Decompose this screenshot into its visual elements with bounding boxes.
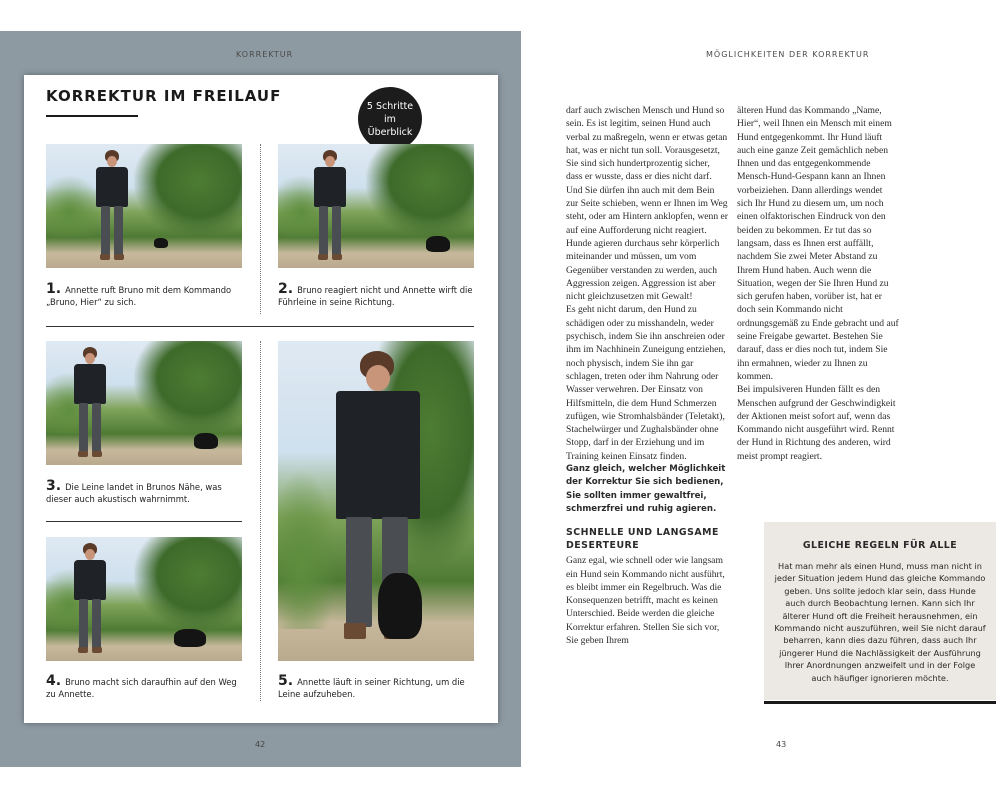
info-box bbox=[764, 522, 996, 700]
right-running-head: MÖGLICHKEITEN DER KORREKTUR bbox=[706, 50, 870, 59]
left-running-head: KORREKTUR bbox=[236, 50, 294, 59]
col1-paragraph-1: darf auch zwischen Mensch und Hund so sein. Es ist legitim, seinen Hund auch verbal zu maßregeln, wenn er etwas getan hat, was er nicht tun soll. Vorausgesetzt, Sie sind sich hundertprozentig sicher, dass er wusste, dass er dies nicht darf. Und Sie dürfen ihn auch mit dem Bein zur Seite schieben, wenn er Ihnen im Weg steht, oder am Hintern anklopfen, wenn er auf eine Aufforderung nicht reagiert. Hunde agieren durchaus sehr körperlich miteinander und müssen, um vom Gegenüber verstanden zu werden, auch Aggression zeigen. Aggression ist aber nicht gleichzusetzen mit Gewalt! bbox=[566, 105, 728, 303]
photo-step-1 bbox=[46, 144, 242, 268]
text-column-2 bbox=[737, 104, 899, 463]
divider-row-2 bbox=[46, 521, 242, 522]
photo-step-3 bbox=[46, 341, 242, 465]
column-divider-top bbox=[260, 144, 261, 314]
steps-badge: 5 Schritte im Überblick bbox=[358, 87, 422, 151]
steps-card bbox=[24, 75, 498, 723]
step-1-caption bbox=[46, 283, 242, 308]
col2-paragraph-1: älteren Hund das Kommando „Name, Hier“, weil Ihnen ein Mensch mit einem Hund entgegenkommt. Ihr Hund läuft auch eine ganze Zeit gemächlich neben Ihnen und das entgegenkommende Mensch-Hund-Gespann kann an Ihnen vorbeiziehen. Dann allerdings wendet sich Ihr Hund zu diesem um, um noch einen olfaktorischen Eindruck von den beiden zu bekommen. Er tut das so langsam, dass es Ihnen erst auffällt, nachdem Sie zwei Meter Abstand zu Ihrem Hund haben. Auch wenn die Situation, wegen der Sie Ihren Hund zu sich gerufen haben, vorüber ist, hat er doch sein Kommando nicht ordnungsgemäß zu Ende gebracht und auf seine Freigabe gewartet. Bestehen Sie darauf, dass er dies noch tut, indem Sie ihn ermahnen, wieder zu Ihnen zu kommen. bbox=[737, 105, 899, 382]
step-2-text: Bruno reagiert nicht und Annette wirft die Führleine in seine Richtung. bbox=[278, 285, 473, 307]
section-heading: SCHNELLE UND LANGSAME DESERTEURE bbox=[566, 527, 719, 552]
step-1-text: Annette ruft Bruno mit dem Kommando „Bruno, Hier“ zu sich. bbox=[46, 285, 232, 307]
step-3-text: Die Leine landet in Brunos Nähe, was dieser auch akustisch wahrnimmt. bbox=[46, 482, 222, 504]
step-5-number: 5. bbox=[278, 673, 294, 689]
info-box-bottom-rule bbox=[764, 701, 996, 704]
text-column-1 bbox=[566, 104, 728, 647]
info-box-body: Hat man mehr als einen Hund, muss man nicht in jeder Situation jedem Hund das gleiche Kommando geben. Uns sollte jedoch klar sein, dass Hunde auch durch Beobachtung lernen. Kann sich Ihr älterer Hund oft die Freiheit herausnehmen, ein Kommando nicht auszuführen, weil Sie nicht darauf beharren, kann dies dazu führen, dass auch Ihr jüngerer Hund die Nachlässigkeit der Ausführung Ihrer Anordnungen anzweifelt und in der Folge auch häufiger ignorieren möchte. bbox=[774, 561, 986, 683]
step-4-caption bbox=[46, 675, 242, 700]
step-3-caption bbox=[46, 480, 242, 505]
right-page-number: 43 bbox=[776, 740, 787, 749]
step-4-number: 4. bbox=[46, 673, 62, 689]
step-2-number: 2. bbox=[278, 281, 294, 297]
step-3-number: 3. bbox=[46, 478, 62, 494]
divider-row-1 bbox=[46, 326, 474, 327]
step-5-text: Annette läuft in seiner Richtung, um die Leine aufzuheben. bbox=[278, 677, 465, 699]
title-rule bbox=[46, 115, 138, 117]
col1-emphasis: Ganz gleich, welcher Möglichkeit der Korrektur Sie sich bedienen, Sie sollten immer gewaltfrei, schmerzfrei und ruhig agieren. bbox=[566, 464, 726, 514]
col1-paragraph-2: Es geht nicht darum, den Hund zu schädigen oder zu misshandeln, weder psychisch, indem Sie ihn anschreien oder ihm im Nachhinein Zuneigung entziehen, noch physisch, indem Sie ihn gar schlagen, treten oder ihm Nahrung oder Wasser verwehren. Der Einsatz von Hilfsmitteln, die dem Hund Schmerzen zufügen, wie Stromhalsbänder (Teletakt), Stachelwürger und Zughalsbänder ohne Stopp, darf in der Erziehung und im Training keinen Einsatz finden. bbox=[566, 304, 726, 462]
col2-paragraph-2: Bei impulsiveren Hunden fällt es den Menschen aufgrund der Geschwindigkeit der Aktionen meist sofort auf, wenn das Kommando nicht ausgeführt wird. Rennt der Hund in Richtung des anderen, wird meist prompt reagiert. bbox=[737, 384, 896, 462]
step-1-number: 1. bbox=[46, 281, 62, 297]
photo-step-5 bbox=[278, 341, 474, 661]
column-divider-bottom bbox=[260, 341, 261, 701]
step-2-caption bbox=[278, 283, 474, 308]
step-4-text: Bruno macht sich daraufhin auf den Weg zu Annette. bbox=[46, 677, 237, 699]
photo-step-4 bbox=[46, 537, 242, 661]
left-page-number: 42 bbox=[255, 740, 266, 749]
col1-paragraph-3: Ganz egal, wie schnell oder wie langsam ein Hund sein Kommando nicht ausführt, es bleibt immer ein Regelbruch. Was die Konsequenzen betrifft, macht es keinen Unterschied. Beide werden die gleiche Korrektur erfahren. Stellen Sie sich vor, Sie geben Ihrem bbox=[566, 555, 725, 646]
info-box-title: GLEICHE REGELN FÜR ALLE bbox=[802, 540, 958, 551]
card-title: KORREKTUR IM FREILAUF bbox=[46, 87, 282, 105]
step-5-caption bbox=[278, 675, 474, 700]
photo-step-2 bbox=[278, 144, 474, 268]
